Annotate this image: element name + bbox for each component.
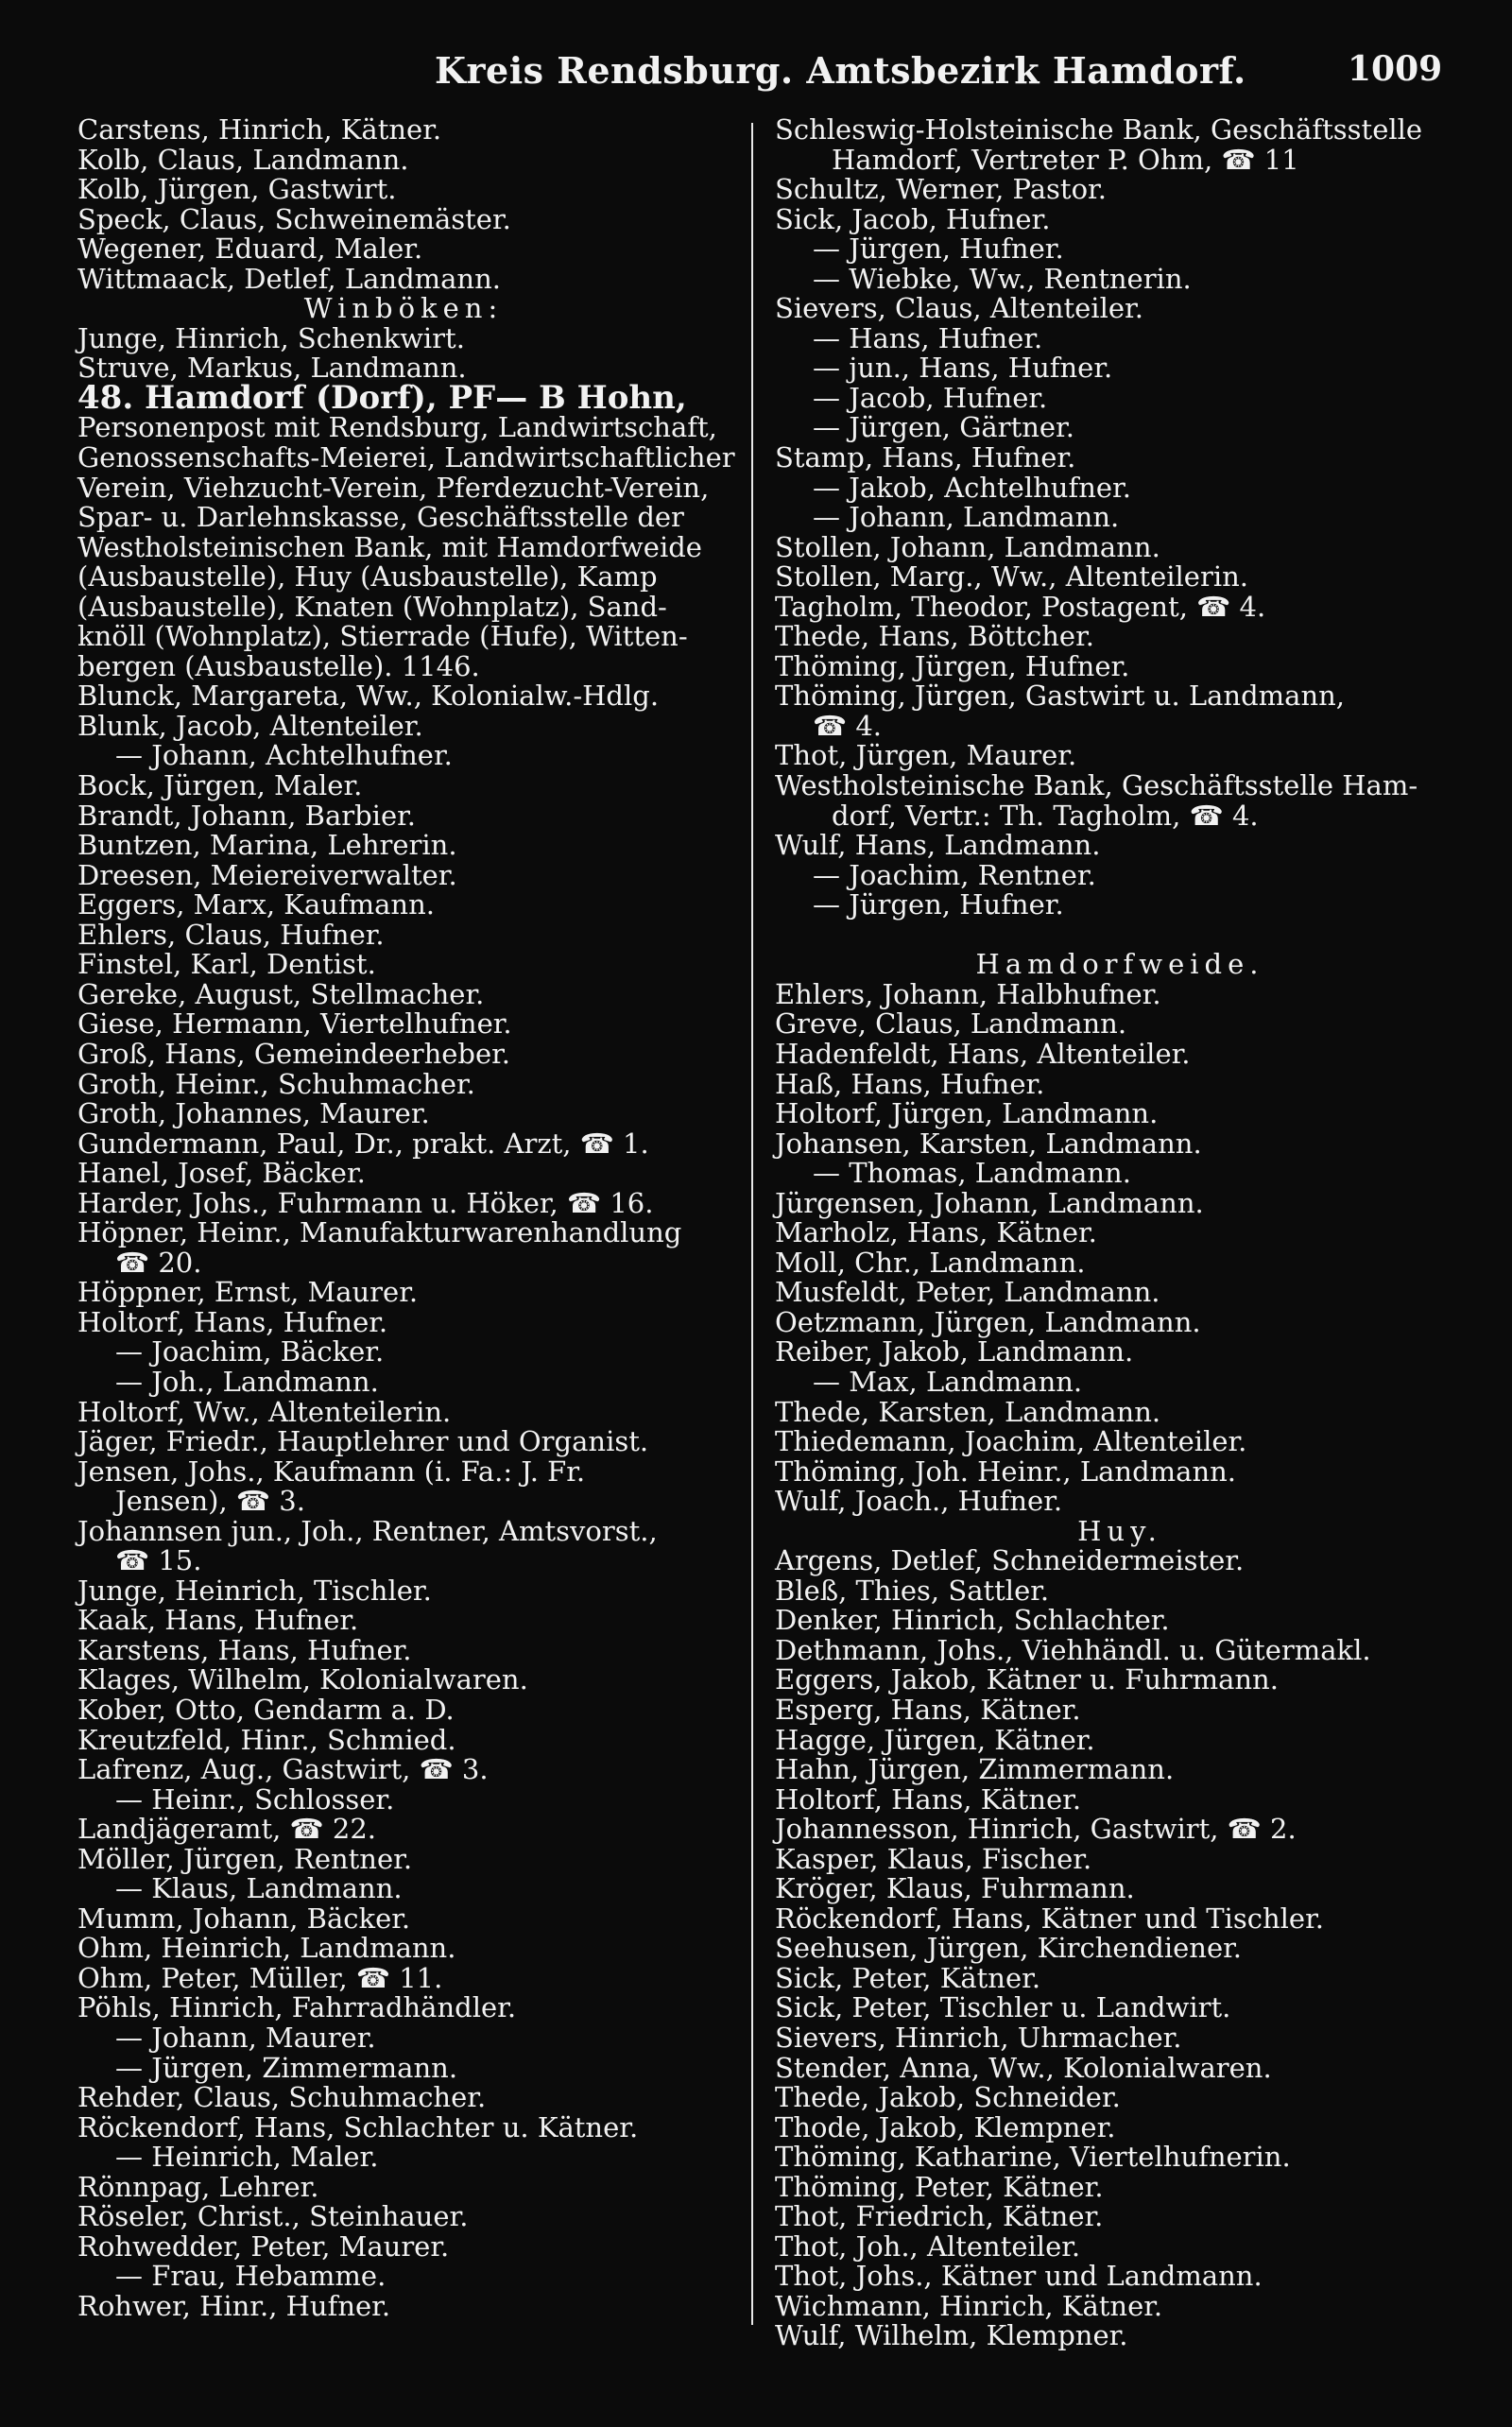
directory-entry: Kaak, Hans, Hufner. xyxy=(77,1604,359,1637)
directory-entry: — Joachim, Rentner. xyxy=(813,858,1096,891)
directory-entry: — Johann, Landmann. xyxy=(813,501,1120,534)
directory-entry: Klages, Wilhelm, Kolonialwaren. xyxy=(77,1663,528,1696)
directory-entry: Landjägeramt, ☎ 22. xyxy=(77,1813,376,1846)
directory-entry: Röckendorf, Hans, Schlachter u. Kätner. xyxy=(77,2110,639,2143)
directory-entry: Thöming, Jürgen, Gastwirt u. Landmann, xyxy=(775,680,1346,713)
directory-entry: — Jürgen, Hufner. xyxy=(813,888,1064,921)
directory-entry: — Jürgen, Zimmermann. xyxy=(115,2051,458,2084)
directory-entry: — Jürgen, Gärtner. xyxy=(813,411,1074,444)
page-header xyxy=(0,38,1512,113)
directory-entry: Ohm, Peter, Müller, ☎ 11. xyxy=(77,1961,443,1994)
directory-entry: Denker, Hinrich, Schlachter. xyxy=(775,1604,1170,1637)
directory-entry: — Johann, Maurer. xyxy=(115,2022,376,2054)
directory-entry: Westholsteinischen Bank, mit Hamdorfweide xyxy=(77,530,702,563)
directory-entry: Sick, Peter, Kätner. xyxy=(775,1961,1041,1994)
directory-entry: Bleß, Thies, Sattler. xyxy=(775,1574,1050,1607)
directory-entry: Jensen), ☎ 3. xyxy=(115,1485,305,1518)
directory-entry: Verein, Viehzucht-Verein, Pferdezucht-Verein, xyxy=(77,471,710,504)
directory-entry: Dreesen, Meiereiverwalter. xyxy=(77,858,457,891)
directory-entry: Esperg, Hans, Kätner. xyxy=(775,1693,1081,1726)
directory-entry: Sick, Peter, Tischler u. Landwirt. xyxy=(775,1991,1231,2024)
directory-entry xyxy=(775,921,1427,951)
directory-entry: — Jacob, Hufner. xyxy=(813,381,1048,414)
directory-entry: Groth, Heinr., Schuhmacher. xyxy=(77,1067,475,1100)
directory-entry: Johansen, Karsten, Landmann. xyxy=(775,1127,1202,1160)
directory-entry: Stollen, Johann, Landmann. xyxy=(775,530,1160,563)
directory-entry: Holtorf, Ww., Altenteilerin. xyxy=(77,1395,452,1428)
directory-entry: Lafrenz, Aug., Gastwirt, ☎ 3. xyxy=(77,1753,489,1786)
directory-entry: — Jakob, Achtelhufner. xyxy=(813,471,1131,504)
directory-entry: Kasper, Klaus, Fischer. xyxy=(775,1842,1092,1875)
directory-entry: Reiber, Jakob, Landmann. xyxy=(775,1335,1134,1368)
directory-entry: Struve, Markus, Landmann. xyxy=(77,352,467,385)
directory-entry: Thode, Jakob, Klempner. xyxy=(775,2110,1116,2143)
directory-entry: Personenpost mit Rendsburg, Landwirtschaft, xyxy=(77,411,717,444)
directory-entry: Thot, Friedrich, Kätner. xyxy=(775,2200,1104,2233)
directory-entry: Hahn, Jürgen, Zimmermann. xyxy=(775,1753,1175,1786)
directory-entry: Thot, Joh., Altenteiler. xyxy=(775,2229,1081,2263)
directory-entry: Kröger, Klaus, Fuhrmann. xyxy=(775,1872,1135,1905)
directory-entry: Speck, Claus, Schweinemäster. xyxy=(77,202,511,235)
directory-entry: Pöhls, Hinrich, Fahrradhändler. xyxy=(77,1991,517,2024)
directory-entry: Spar- u. Darlehnskasse, Geschäftsstelle der xyxy=(77,501,684,534)
directory-entry: Oetzmann, Jürgen, Landmann. xyxy=(775,1305,1201,1338)
directory-entry: Rohwedder, Peter, Maurer. xyxy=(77,2229,450,2263)
directory-entry: Musfeldt, Peter, Landmann. xyxy=(775,1276,1160,1309)
directory-entry: — Heinrich, Maler. xyxy=(115,2141,379,2174)
directory-entry: Wegener, Eduard, Maler. xyxy=(77,232,423,266)
directory-entry: Thede, Jakob, Schneider. xyxy=(775,2081,1121,2114)
directory-entry: Holtorf, Hans, Kätner. xyxy=(775,1782,1082,1816)
directory-entry: Höpner, Heinr., Manufakturwarenhandlung xyxy=(77,1216,682,1249)
directory-entry: — Johann, Achtelhufner. xyxy=(115,739,453,772)
directory-entry: Gereke, August, Stellmacher. xyxy=(77,977,485,1010)
directory-entry: Rohwer, Hinr., Hufner. xyxy=(77,2289,391,2322)
directory-entry: Hanel, Josef, Bäcker. xyxy=(77,1157,366,1190)
directory-entry: Brandt, Johann, Barbier. xyxy=(77,799,416,832)
directory-entry: — Joh., Landmann. xyxy=(115,1365,379,1398)
directory-entry: Kreutzfeld, Hinr., Schmied. xyxy=(77,1723,456,1756)
directory-entry: Ehlers, Claus, Hufner. xyxy=(77,918,385,951)
directory-entry: Carstens, Hinrich, Kätner. xyxy=(77,113,442,146)
directory-entry: Wulf, Joach., Hufner. xyxy=(775,1485,1063,1518)
directory-entry: — Klaus, Landmann. xyxy=(115,1872,403,1905)
directory-entry: Johannesson, Hinrich, Gastwirt, ☎ 2. xyxy=(775,1813,1297,1846)
page-number: 1009 xyxy=(1348,49,1443,89)
column-divider xyxy=(751,123,753,2325)
directory-entry: Thöming, Joh. Heinr., Landmann. xyxy=(775,1454,1237,1488)
directory-entry: ☎ 4. xyxy=(813,709,883,742)
directory-entry: Höppner, Ernst, Maurer. xyxy=(77,1276,419,1309)
directory-entry: Finstel, Karl, Dentist. xyxy=(77,948,376,981)
directory-entry: Eggers, Jakob, Kätner u. Fuhrmann. xyxy=(775,1663,1279,1696)
directory-entry: Karstens, Hans, Hufner. xyxy=(77,1633,412,1666)
directory-entry: Sick, Jacob, Hufner. xyxy=(775,202,1051,235)
directory-entry: Stamp, Hans, Hufner. xyxy=(775,441,1076,474)
directory-entry: Holtorf, Jürgen, Landmann. xyxy=(775,1097,1159,1130)
directory-entry: Kolb, Claus, Landmann. xyxy=(77,143,409,176)
directory-entry: Schultz, Werner, Pastor. xyxy=(775,173,1107,206)
directory-entry: Wichmann, Hinrich, Kätner. xyxy=(775,2289,1163,2322)
directory-entry: Kober, Otto, Gendarm a. D. xyxy=(77,1693,455,1726)
directory-entry: Dethmann, Johs., Viehhändl. u. Gütermakl. xyxy=(775,1633,1371,1666)
directory-entry: Harder, Johs., Fuhrmann u. Höker, ☎ 16. xyxy=(77,1186,654,1219)
directory-entry: Ehlers, Johann, Halbhufner. xyxy=(775,977,1161,1010)
directory-entry: Junge, Heinrich, Tischler. xyxy=(77,1574,432,1607)
directory-entry: ☎ 15. xyxy=(115,1544,202,1577)
directory-entry: dorf, Vertr.: Th. Tagholm, ☎ 4. xyxy=(832,799,1259,832)
directory-entry: Giese, Hermann, Viertelhufner. xyxy=(77,1007,512,1041)
directory-entry: Rönnpag, Lehrer. xyxy=(77,2170,319,2203)
directory-entry: Johannsen jun., Joh., Rentner, Amtsvorst., xyxy=(77,1514,658,1547)
directory-entry: Seehusen, Jürgen, Kirchendiener. xyxy=(775,1932,1243,1965)
directory-entry: Ohm, Heinrich, Landmann. xyxy=(77,1932,456,1965)
directory-entry: Wulf, Wilhelm, Klempner. xyxy=(775,2319,1128,2352)
directory-entry: Moll, Chr., Landmann. xyxy=(775,1246,1086,1279)
directory-entry: Bock, Jürgen, Maler. xyxy=(77,769,363,802)
directory-entry: Groß, Hans, Gemeindeerheber. xyxy=(77,1037,511,1070)
directory-entry: Greve, Claus, Landmann. xyxy=(775,1007,1127,1041)
directory-entry: Mumm, Johann, Bäcker. xyxy=(77,1902,411,1935)
directory-entry: Röckendorf, Hans, Kätner und Tischler. xyxy=(775,1902,1324,1935)
directory-entry: 48. Hamdorf (Dorf), PF— B Hohn, xyxy=(77,378,687,417)
directory-entry: Wulf, Hans, Landmann. xyxy=(775,829,1101,862)
directory-entry: Thot, Johs., Kätner und Landmann. xyxy=(775,2260,1263,2293)
directory-entry: Stollen, Marg., Ww., Altenteilerin. xyxy=(775,560,1248,594)
directory-entry: Kolb, Jürgen, Gastwirt. xyxy=(77,173,397,206)
directory-entry: bergen (Ausbaustelle). 1146. xyxy=(77,649,480,682)
directory-entry: Hamdorf, Vertreter P. Ohm, ☎ 11 xyxy=(832,143,1299,176)
directory-entry: Rehder, Claus, Schuhmacher. xyxy=(77,2081,487,2114)
directory-entry: Marholz, Hans, Kätner. xyxy=(775,1216,1097,1249)
directory-entry: — Frau, Hebamme. xyxy=(115,2260,387,2293)
directory-entry: Stender, Anna, Ww., Kolonialwaren. xyxy=(775,2051,1272,2084)
directory-entry: — Hans, Hufner. xyxy=(813,321,1043,354)
directory-entry: Wittmaack, Detlef, Landmann. xyxy=(77,262,501,295)
running-head: Kreis Rendsburg. Amtsbezirk Hamdorf. xyxy=(435,49,1246,92)
directory-entry: Haß, Hans, Hufner. xyxy=(775,1067,1045,1100)
directory-entry: Buntzen, Marina, Lehrerin. xyxy=(77,829,457,862)
directory-entry: Jensen, Johs., Kaufmann (i. Fa.: J. Fr. xyxy=(77,1454,586,1488)
directory-entry: Schleswig-Holsteinische Bank, Geschäftsstelle xyxy=(775,113,1423,146)
directory-entry: knöll (Wohnplatz), Stierrade (Hufe), Witten- xyxy=(77,620,688,653)
directory-entry: Genossenschafts-Meierei, Landwirtschaftlicher xyxy=(77,441,735,474)
directory-entry: Gundermann, Paul, Dr., prakt. Arzt, ☎ 1. xyxy=(77,1127,649,1160)
directory-entry: Hagge, Jürgen, Kätner. xyxy=(775,1723,1095,1756)
directory-entry: — Joachim, Bäcker. xyxy=(115,1335,385,1368)
directory-entry: Sievers, Hinrich, Uhrmacher. xyxy=(775,2022,1182,2054)
directory-entry: Eggers, Marx, Kaufmann. xyxy=(77,888,436,921)
directory-entry: — Thomas, Landmann. xyxy=(813,1157,1131,1190)
directory-entry: Röseler, Christ., Steinhauer. xyxy=(77,2200,469,2233)
directory-entry: Jäger, Friedr., Hauptlehrer und Organist. xyxy=(77,1425,649,1458)
directory-entry: ☎ 20. xyxy=(115,1246,202,1279)
directory-entry: Junge, Hinrich, Schenkwirt. xyxy=(77,321,465,354)
right-column xyxy=(775,115,1427,2351)
directory-entry: Thiedemann, Joachim, Altenteiler. xyxy=(775,1425,1247,1458)
directory-entry: Holtorf, Hans, Hufner. xyxy=(77,1305,388,1338)
directory-entry: Thot, Jürgen, Maurer. xyxy=(775,739,1077,772)
directory-entry: (Ausbaustelle), Huy (Ausbaustelle), Kamp xyxy=(77,560,658,594)
directory-entry: Thede, Hans, Böttcher. xyxy=(775,620,1094,653)
directory-entry: Groth, Johannes, Maurer. xyxy=(77,1097,430,1130)
directory-entry: Thöming, Jürgen, Hufner. xyxy=(775,649,1130,682)
directory-entry: Thöming, Katharine, Viertelhufnerin. xyxy=(775,2141,1291,2174)
directory-entry: Blunk, Jacob, Altenteiler. xyxy=(77,709,423,742)
directory-entry: Argens, Detlef, Schneidermeister. xyxy=(775,1544,1245,1577)
directory-entry: Thede, Karsten, Landmann. xyxy=(775,1395,1161,1428)
section-heading: Hamdorfweide. xyxy=(975,948,1264,981)
directory-entry: Tagholm, Theodor, Postagent, ☎ 4. xyxy=(775,590,1266,623)
directory-entry: Hadenfeldt, Hans, Altenteiler. xyxy=(775,1037,1191,1070)
section-heading: Winböken: xyxy=(303,292,504,325)
directory-entry: Blunck, Margareta, Ww., Kolonialw.-Hdlg. xyxy=(77,680,660,713)
directory-entry: Thöming, Peter, Kätner. xyxy=(775,2170,1104,2203)
directory-entry: (Ausbaustelle), Knaten (Wohnplatz), Sand- xyxy=(77,590,667,623)
directory-entry: Jürgensen, Johann, Landmann. xyxy=(775,1186,1204,1219)
directory-entry: — jun., Hans, Hufner. xyxy=(813,352,1113,385)
directory-entry: Möller, Jürgen, Rentner. xyxy=(77,1842,413,1875)
directory-entry: Sievers, Claus, Altenteiler. xyxy=(775,292,1143,325)
directory-entry: — Max, Landmann. xyxy=(813,1365,1083,1398)
directory-entry: — Wiebke, Ww., Rentnerin. xyxy=(813,262,1192,295)
directory-entry: — Heinr., Schlosser. xyxy=(115,1782,395,1816)
left-column xyxy=(77,113,735,2322)
directory-entry: — Jürgen, Hufner. xyxy=(813,232,1064,266)
section-heading: Huy. xyxy=(1077,1514,1162,1547)
directory-entry: Westholsteinische Bank, Geschäftsstelle Ham- xyxy=(775,769,1418,802)
